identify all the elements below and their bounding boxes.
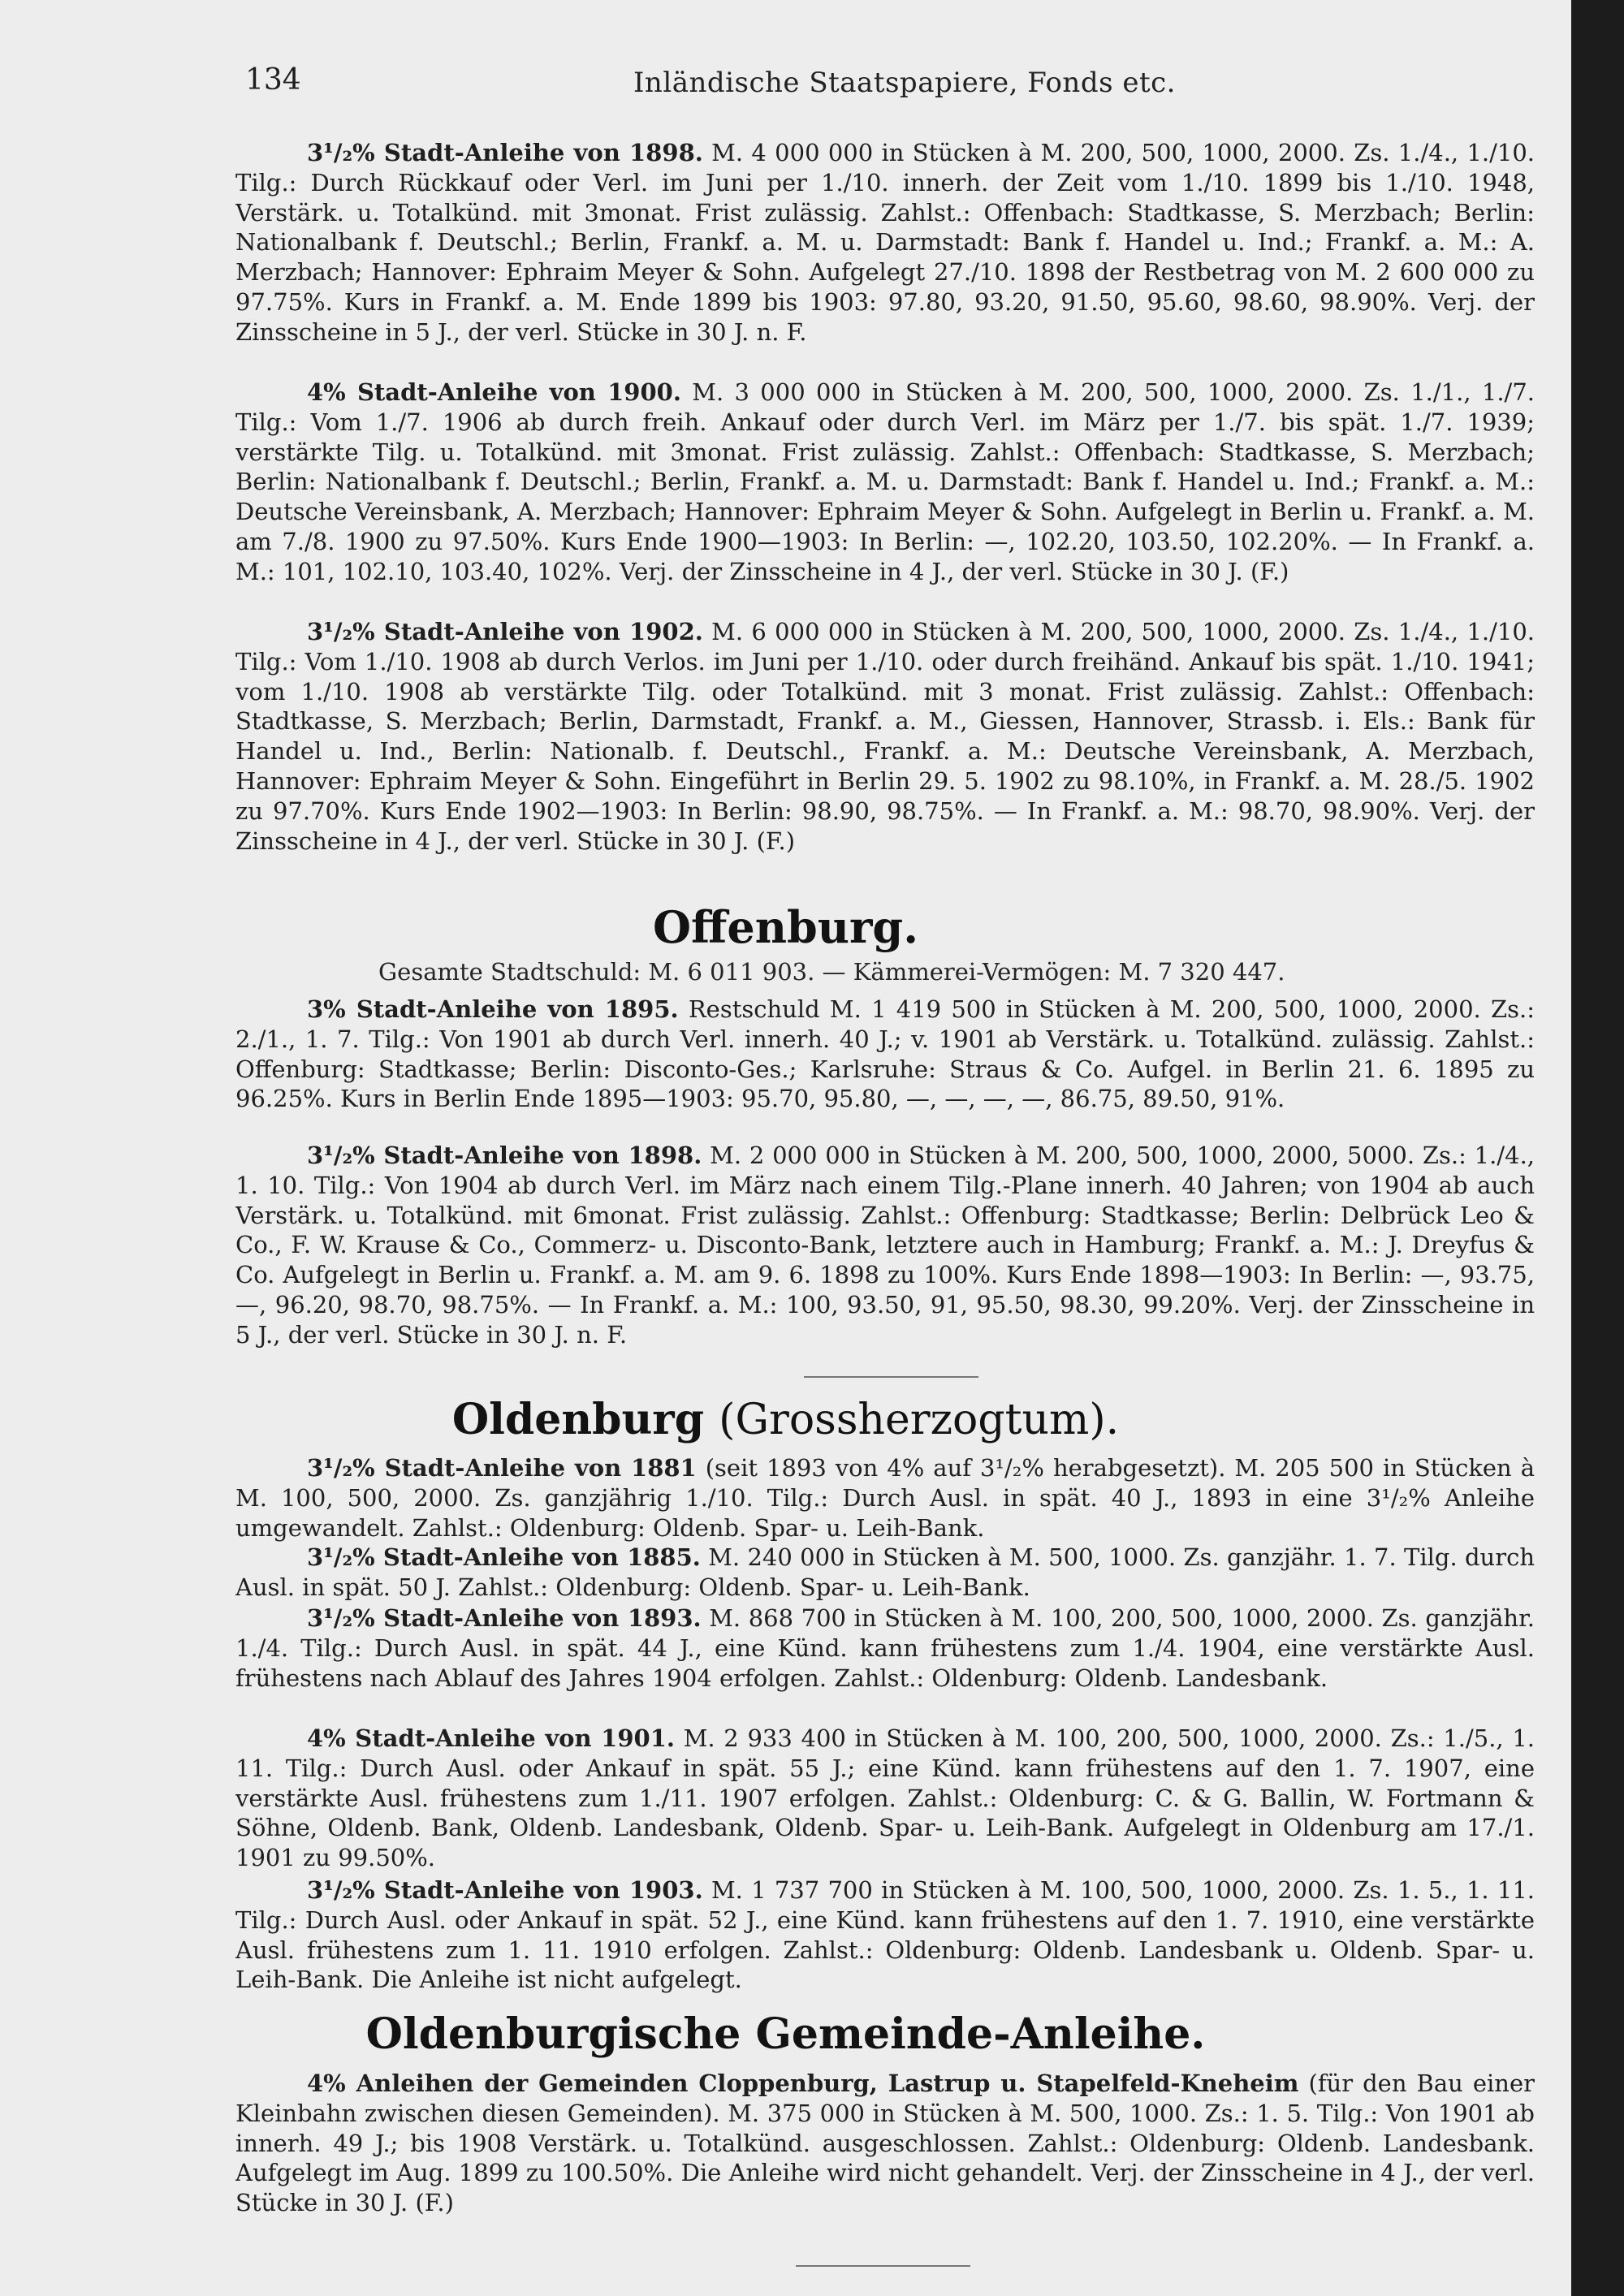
entry bbox=[235, 1543, 1535, 1603]
entry bbox=[235, 1603, 1535, 1724]
entry-text: M. 2 933 400 in Stücken à M. 100, 200, 500, 1000, 2000. Zs.: 1./5., 1. 11. Tilg.: Durch Ausl. oder Ankauf in spät. 55 J.; eine Künd. kann frühestens auf den 1. 7. 1907, eine verstärkte Ausl. frühestens zum 1./11. 1907 erfolgen. Zahlst.: Oldenburg: C. & G. Ballin, W. Fortmann & Söhne, Oldenb. Bank, Oldenb. Landesbank, Oldenb. Spar- u. Leih-Bank. Aufgelegt in Oldenburg am 17./1. 1901 zu 99.50%. bbox=[235, 1724, 1535, 1872]
entry-text: Restschuld M. 1 419 500 in Stücken à M. 200, 500, 1000, 2000. Zs.: 2./1., 1. 7. Tilg.: Von 1901 ab durch Verl. innerh. 40 J.; v. 1901 ab Verstärk. u. Totalkünd. zulässig. Zahlst.: Offenburg: Stadtkasse; Berlin: Disconto-Ges.; Karlsruhe: Straus & Co. Aufgel. in Berlin 21. 6. 1895 zu 96.25%. Kurs in Berlin Ende 1895—1903: 95.70, 95.80, —, —, —, —, 86.75, 89.50, 91%. bbox=[235, 995, 1535, 1113]
entry-lead: 3¹/₂% Stadt-Anleihe von 1893. bbox=[307, 1604, 702, 1632]
entry-lead: 3¹/₂% Stadt-Anleihe von 1903. bbox=[307, 1876, 703, 1904]
section-heading bbox=[0, 901, 1571, 953]
section-heading bbox=[0, 1395, 1571, 1444]
debt-summary: Gesamte Stadtschuld: M. 6 011 903. — Kämmerei-Vermögen: M. 7 320 447. bbox=[378, 958, 1285, 986]
entry bbox=[235, 1141, 1535, 1376]
entry bbox=[235, 995, 1535, 1141]
entry-lead: 4% Anleihen der Gemeinden Cloppenburg, Lastrup u. Stapelfeld-Kneheim bbox=[307, 2069, 1299, 2097]
entry-text: (für den Bau einer Kleinbahn zwischen diesen Gemeinden). M. 375 000 in Stücken à M. 500, 1000. Zs.: 1. 5. Tilg.: Von 1901 ab innerh. 49 J.; bis 1908 Verstärk. u. Totalkünd. ausgeschlossen. Zahlst.: Oldenburg: Oldenb. Landesbank. Aufgelegt im Aug. 1899 zu 100.50%. Die Anleihe wird nicht gehandelt. Verj. der Zinsscheine in 4 J., der verl. Stücke in 30 J. (F.) bbox=[235, 2069, 1535, 2217]
entry-lead: 3¹/₂% Stadt-Anleihe von 1898. bbox=[307, 1142, 702, 1169]
city-name: Oldenburg bbox=[451, 1395, 705, 1444]
entry-text: M. 240 000 in Stücken à M. 500, 1000. Zs. ganzjähr. 1. 7. Tilg. durch Ausl. in spät. 50 J. Zahlst.: Oldenburg: Oldenb. Spar- u. Leih-Bank. bbox=[235, 1543, 1535, 1601]
page-number: 134 bbox=[245, 63, 301, 97]
entry bbox=[235, 1875, 1535, 1997]
entry bbox=[235, 378, 1535, 613]
entry bbox=[235, 1453, 1535, 1543]
entry-lead: 3¹/₂% Stadt-Anleihe von 1902. bbox=[307, 618, 703, 645]
entry-text: M. 2 000 000 in Stücken à M. 200, 500, 1000, 2000, 5000. Zs.: 1./4., 1. 10. Tilg.: Von 1904 ab durch Verl. im März nach einem Tilg.-Plane innerh. 40 Jahren; von 1904 ab auch Verstärk. u. Totalkünd. mit 6monat. Frist zulässig. Zahlst.: Offenburg: Stadtkasse; Berlin: Delbrück Leo & Co., F. W. Krause & Co., Commerz- u. Disconto-Bank, letztere auch in Hamburg; Frankf. a. M.: J. Dreyfus & Co. Aufgelegt in Berlin u. Frankf. a. M. am 9. 6. 1898 zu 100%. Kurs Ende 1898—1903: In Berlin: —, 93.75, —, 96.20, 98.70, 98.75%. — In Frankf. a. M.: 100, 93.50, 91, 95.50, 98.30, 99.20%. Verj. der Zinsscheine in 5 J., der verl. Stücke in 30 J. n. F. bbox=[235, 1142, 1535, 1349]
section-heading bbox=[0, 2009, 1571, 2059]
section-divider bbox=[796, 2265, 970, 2267]
section-divider bbox=[804, 1376, 978, 1378]
entry-lead: 3¹/₂% Stadt-Anleihe von 1898. bbox=[307, 139, 703, 166]
city-name: Offenburg. bbox=[652, 901, 918, 953]
running-title: Inländische Staatspapiere, Fonds etc. bbox=[633, 67, 1176, 99]
entry-text: M. 868 700 in Stücken à M. 100, 200, 500, 1000, 2000. Zs. ganzjähr. 1./4. Tilg.: Durch Ausl. in spät. 44 J., eine Künd. kann frühestens zum 1./4. 1904, eine verstärkte Ausl. frühestens nach Ablauf des Jahres 1904 erfolgen. Zahlst.: Oldenburg: Oldenb. Landesbank. bbox=[235, 1604, 1535, 1692]
entry bbox=[235, 1724, 1535, 1874]
entry bbox=[235, 617, 1535, 885]
entry-text: M. 4 000 000 in Stücken à M. 200, 500, 1000, 2000. Zs. 1./4., 1./10. Tilg.: Durch Rückkauf oder Verl. im Juni per 1./10. innerh. der Zeit vom 1./10. 1899 bis 1./10. 1948, Verstärk. u. Totalkünd. mit 3monat. Frist zulässig. Zahlst.: Offenbach: Stadtkasse, S. Merzbach; Berlin: Nationalbank f. Deutschl.; Berlin, Frankf. a. M. u. Darmstadt: Bank f. Handel u. Ind.; Frankf. a. M.: A. Merzbach; Hannover: Ephraim Meyer & Sohn. Aufgelegt 27./10. 1898 der Restbetrag von M. 2 600 000 zu 97.75%. Kurs in Frankf. a. M. Ende 1899 bis 1903: 97.80, 93.20, 91.50, 95.60, 98.60, 98.90%. Verj. der Zinsscheine in 5 J., der verl. Stücke in 30 J. n. F. bbox=[235, 139, 1535, 346]
entry-text: M. 3 000 000 in Stücken à M. 200, 500, 1000, 2000. Zs. 1./1., 1./7. Tilg.: Vom 1./7. 1906 ab durch freih. Ankauf oder durch Verl. im März per 1./7. bis spät. 1./7. 1939; verstärkte Tilg. u. Totalkünd. mit 3monat. Frist zulässig. Zahlst.: Offenbach: Stadtkasse, S. Merzbach; Berlin: Nationalbank f. Deutschl.; Berlin, Frankf. a. M. u. Darmstadt: Bank f. Handel u. Ind.; Frankf. a. M.: Deutsche Vereinsbank, A. Merzbach; Hannover: Ephraim Meyer & Sohn. Aufgelegt in Berlin u. Frankf. a. M. am 7./8. 1900 zu 97.50%. Kurs Ende 1900—1903: In Berlin: —, 102.20, 103.50, 102.20%. — In Frankf. a. M.: 101, 102.10, 103.40, 102%. Verj. der Zinsscheine in 4 J., der verl. Stücke in 30 J. (F.) bbox=[235, 378, 1535, 585]
entry-text: M. 6 000 000 in Stücken à M. 200, 500, 1000, 2000. Zs. 1./4., 1./10. Tilg.: Vom 1./10. 1908 ab durch Verlos. im Juni per 1./10. oder durch freihänd. Ankauf bis spät. 1./10. 1941; vom 1./10. 1908 ab verstärkte Tilg. oder Totalkünd. mit 3 monat. Frist zulässig. Zahlst.: Offenbach: Stadtkasse, S. Merzbach; Berlin, Darmstadt, Frankf. a. M., Giessen, Hannover, Strassb. i. Els.: Bank für Handel u. Ind., Berlin: Nationalb. f. Deutschl., Frankf. a. M.: Deutsche Vereinsbank, A. Merzbach, Hannover: Ephraim Meyer & Sohn. Eingeführt in Berlin 29. 5. 1902 zu 98.10%, in Frankf. a. M. 28./5. 1902 zu 97.70%. Kurs Ende 1902—1903: In Berlin: 98.90, 98.75%. — In Frankf. a. M.: 98.70, 98.90%. Verj. der Zinsscheine in 4 J., der verl. Stücke in 30 J. (F.) bbox=[235, 618, 1535, 855]
scan-edge bbox=[1571, 0, 1624, 2296]
entry bbox=[235, 2069, 1535, 2251]
entry-lead: 4% Stadt-Anleihe von 1901. bbox=[307, 1724, 675, 1752]
entry-lead: 3¹/₂% Stadt-Anleihe von 1885. bbox=[307, 1543, 701, 1571]
entry-lead: 3% Stadt-Anleihe von 1895. bbox=[307, 995, 679, 1023]
entry-text: (seit 1893 von 4% auf 3¹/₂% herabgesetzt). M. 205 500 in Stücken à M. 100, 500, 2000. Zs. ganzjährig 1./10. Tilg.: Durch Ausl. in spät. 40 J., 1893 in eine 3¹/₂% Anleihe umgewandelt. Zahlst.: Oldenburg: Oldenb. Spar- u. Leih-Bank. bbox=[235, 1454, 1535, 1542]
entry-lead: 4% Stadt-Anleihe von 1900. bbox=[307, 378, 681, 406]
entry-text: M. 1 737 700 in Stücken à M. 100, 500, 1000, 2000. Zs. 1. 5., 1. 11. Tilg.: Durch Ausl. oder Ankauf in spät. 52 J., eine Künd. kann frühestens auf den 1. 7. 1910, eine verstärkte Ausl. frühestens zum 1. 11. 1910 erfolgen. Zahlst.: Oldenburg: Oldenb. Landesbank u. Oldenb. Spar- u. Leih-Bank. Die Anleihe ist nicht aufgelegt. bbox=[235, 1876, 1535, 1994]
entry bbox=[235, 138, 1535, 373]
city-suffix: (Grossherzogtum). bbox=[719, 1396, 1120, 1444]
city-name: Oldenburgische Gemeinde-Anleihe. bbox=[365, 2009, 1206, 2059]
entry-lead: 3¹/₂% Stadt-Anleihe von 1881 bbox=[307, 1454, 697, 1482]
